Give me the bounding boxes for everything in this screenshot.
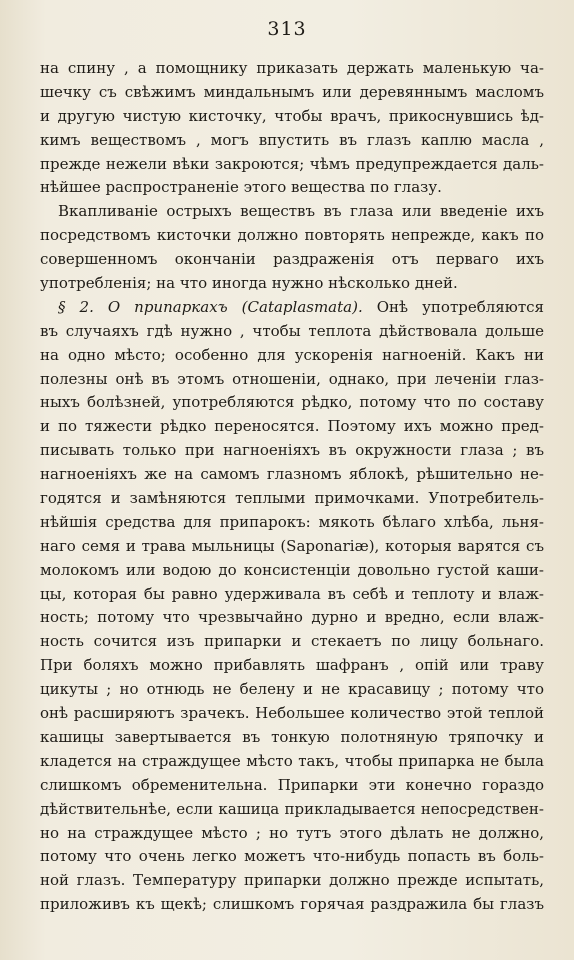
text-line: Вкапливаніе острыхъ веществъ въ глаза или введеніе ихъ [58, 202, 544, 221]
text-line: въ случаяхъ гдѣ нужно , чтобы теплота дѣйствовала дольше [40, 321, 544, 340]
text-line: потому что очень легко можетъ что-нибудь попасть въ боль- [40, 847, 544, 866]
paragraph [40, 57, 544, 200]
text-line: При боляхъ можно прибавлять шафранъ , опій или траву [40, 656, 544, 675]
text-line: цикуты ; но отнюдь не белену и не красавицу ; потому что [40, 680, 544, 699]
text-line: кашицы завертывается въ тонкую полотняную тряпочку и [40, 727, 544, 746]
paragraph [40, 200, 544, 296]
text-line: и другую чистую кисточку, чтобы врачъ, прикоснувшись ѣд- [40, 106, 544, 125]
text-line: нѣйшее распространеніе этого вещества по глазу. [40, 178, 442, 197]
text-line: наго семя и трава мыльницы (Saponariæ), которыя варятся съ [40, 536, 544, 555]
text-line: молокомъ или водою до консистенціи довольно густой каши- [40, 560, 544, 579]
text-line: шечку съ свѣжимъ миндальнымъ или деревяннымъ масломъ [40, 82, 544, 101]
paragraph [40, 296, 544, 917]
text-line: полезны онѣ въ этомъ отношеніи, однако, при леченіи глаз- [40, 369, 544, 388]
text-line: совершенномъ окончаніи раздраженія отъ перваго ихъ [40, 250, 544, 269]
body-text [40, 57, 544, 917]
text-line: кимъ веществомъ , могъ впустить въ глазъ каплю масла , [40, 130, 544, 149]
text-line: прежде нежели вѣки закроются; чѣмъ предупреждается даль- [40, 154, 544, 173]
text-line: употребленія; на что иногда нужно нѣсколько дней. [40, 274, 458, 293]
section-first-line [40, 296, 544, 320]
text-line: цы, которая бы равно удерживала въ себѣ и теплоту и влаж- [40, 584, 544, 603]
text-line: слишкомъ обременительна. Припарки эти конечно гораздо [40, 775, 544, 794]
text-line: на спину , а помощнику приказать держать маленькую ча- [40, 59, 544, 77]
text-line: ной глазъ. Температуру припарки должно прежде испытать, [40, 871, 544, 890]
text-line: писывать только при нагноеніяхъ въ окружности глаза ; въ [40, 441, 544, 460]
page-number: 313 [267, 18, 307, 40]
text-line: годятся и замѣняются теплыми примочками. Употребитель- [40, 489, 544, 508]
text-line: ность сочится изъ припарки и стекаетъ по лицу больнаго. [40, 632, 544, 651]
text-line: нагноеніяхъ же на самомъ глазномъ яблокѣ, рѣшительно не- [40, 465, 544, 484]
text-line: онѣ расширяютъ зрачекъ. Небольшее количество этой теплой [40, 704, 544, 723]
text-line: ныхъ болѣзней, употребляются рѣдко, потому что по составу [40, 393, 544, 412]
text-line: на одно мѣсто; особенно для ускоренія нагноеній. Какъ ни [40, 345, 544, 364]
text-line: посредствомъ кисточки должно повторять непрежде, какъ по [40, 226, 544, 245]
section-heading: § 2. О припаркахъ (Cataplasmata). [58, 297, 363, 316]
text-line: кладется на страждущее мѣсто такъ, чтобы припарка не была [40, 751, 544, 770]
text-line: и по тяжести рѣдко переносятся. Поэтому ихъ можно пред- [40, 417, 544, 436]
text-line: но на страждущее мѣсто ; но тутъ этого дѣлать не должно, [40, 823, 544, 842]
text-line: нѣйшія средства для припарокъ: мякоть бѣлаго хлѣба, льня- [40, 512, 544, 531]
text-line: приложивъ къ щекѣ; слишкомъ горячая раздражила бы глазъ [40, 895, 544, 914]
text-line: ность; потому что чрезвычайно дурно и вредно, если влаж- [40, 608, 544, 627]
text-line: дѣйствительнѣе, если кашица прикладывается непосредствен- [40, 799, 544, 818]
text-span: Онѣ употребляются [362, 297, 544, 316]
